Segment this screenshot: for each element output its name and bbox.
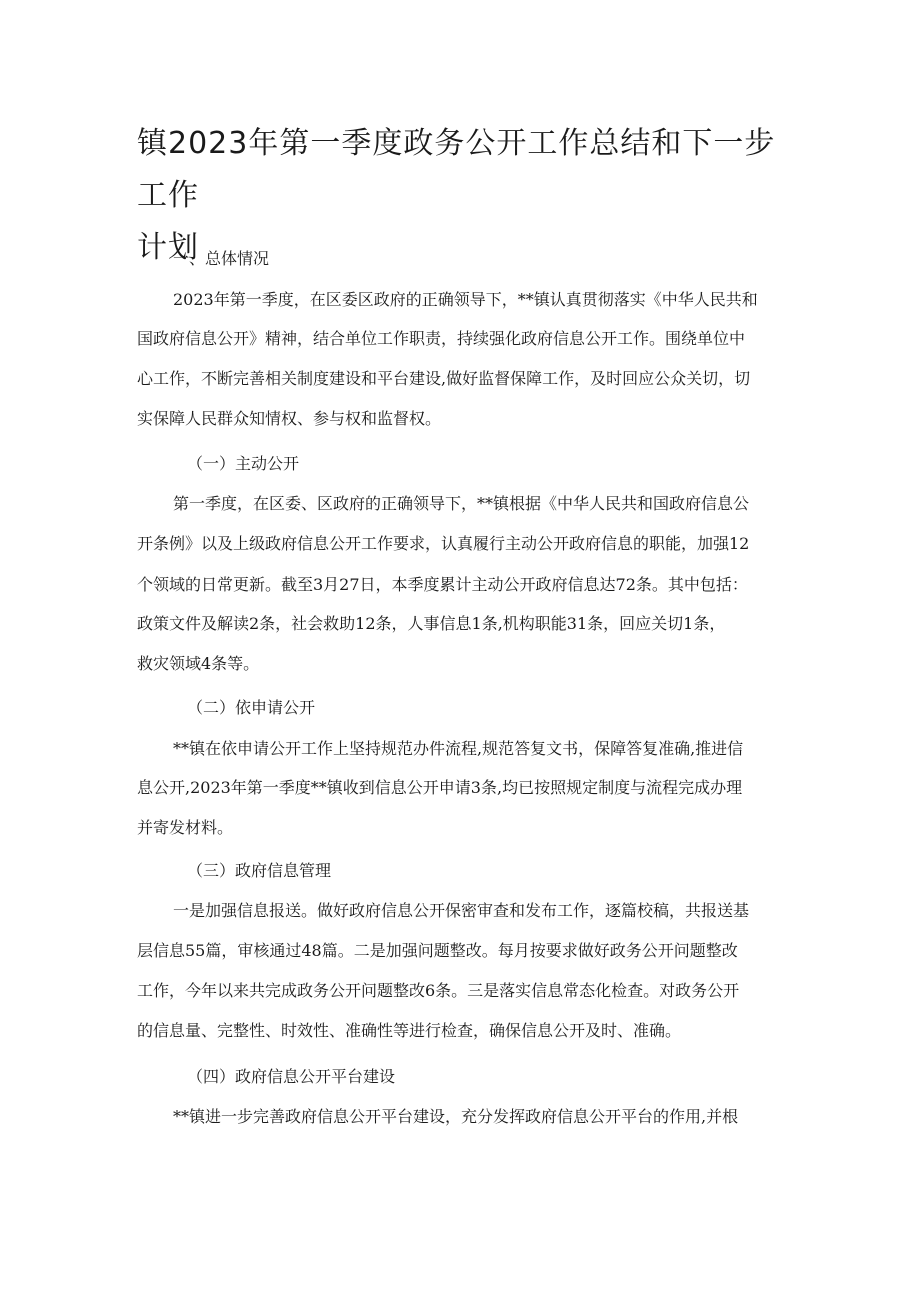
paragraph-line: 并寄发材料。 bbox=[137, 818, 234, 837]
paragraph-line: 息公开,2023年第一季度**镇收到信息公开申请3条,均已按照规定制度与流程完成办理 bbox=[137, 778, 743, 797]
paragraph-line: 的信息量、完整性、时效性、准确性等进行检查，确保信息公开及时、准确。 bbox=[137, 1021, 682, 1040]
subsection-heading: （三）政府信息管理 bbox=[187, 861, 332, 880]
paragraph-line: **镇在依申请公开工作上坚持规范办件流程,规范答复文书，保障答复准确,推进信 bbox=[173, 739, 744, 758]
paragraph-line: 第一季度，在区委、区政府的正确领导下，**镇根据《中华人民共和国政府信息公 bbox=[173, 494, 750, 513]
subsection-heading: （四）政府信息公开平台建设 bbox=[187, 1067, 396, 1086]
title-line: 计划 bbox=[137, 230, 199, 265]
paragraph-line: 开条例》以及上级政府信息公开工作要求，认真履行主动公开政府信息的职能，加强12 bbox=[137, 534, 750, 553]
paragraph-line: 2023年第一季度，在区委区政府的正确领导下，**镇认真贯彻落实《中华人民共和 bbox=[173, 290, 758, 309]
paragraph-line: 救灾领域4条等。 bbox=[137, 654, 260, 673]
section-heading: 一、总体情况 bbox=[173, 249, 270, 268]
subsection-heading: （一）主动公开 bbox=[187, 454, 300, 473]
title-line: 镇2023年第一季度政务公开工作总结和下一步工作 bbox=[137, 126, 776, 213]
paragraph-line: 国政府信息公开》精神，结合单位工作职责，持续强化政府信息公开工作。围绕单位中 bbox=[137, 329, 746, 348]
paragraph-line: 层信息55篇，审核通过48篇。二是加强问题整改。每月按要求做好政务公开问题整改 bbox=[137, 941, 738, 960]
paragraph-line: **镇进一步完善政府信息公开平台建设，充分发挥政府信息公开平台的作用,并根 bbox=[173, 1107, 739, 1126]
paragraph-line: 个领域的日常更新。截至3月27日，本季度累计主动公开政府信息达72条。其中包括： bbox=[137, 575, 748, 594]
paragraph-line: 实保障人民群众知情权、参与权和监督权。 bbox=[137, 409, 442, 428]
paragraph-line: 心工作，不断完善相关制度建设和平台建设,做好监督保障工作，及时回应公众关切，切 bbox=[137, 369, 751, 388]
paragraph-line: 工作，今年以来共完成政务公开问题整改6条。三是落实信息常态化检查。对政务公开 bbox=[137, 981, 740, 1000]
paragraph-line: 一是加强信息报送。做好政府信息公开保密审查和发布工作，逐篇校稿，共报送基 bbox=[173, 901, 750, 920]
subsection-heading: （二）依申请公开 bbox=[187, 698, 316, 717]
paragraph-line: 政策文件及解读2条，社会救助12条，人事信息1条,机构职能31条，回应关切1条， bbox=[137, 614, 726, 633]
